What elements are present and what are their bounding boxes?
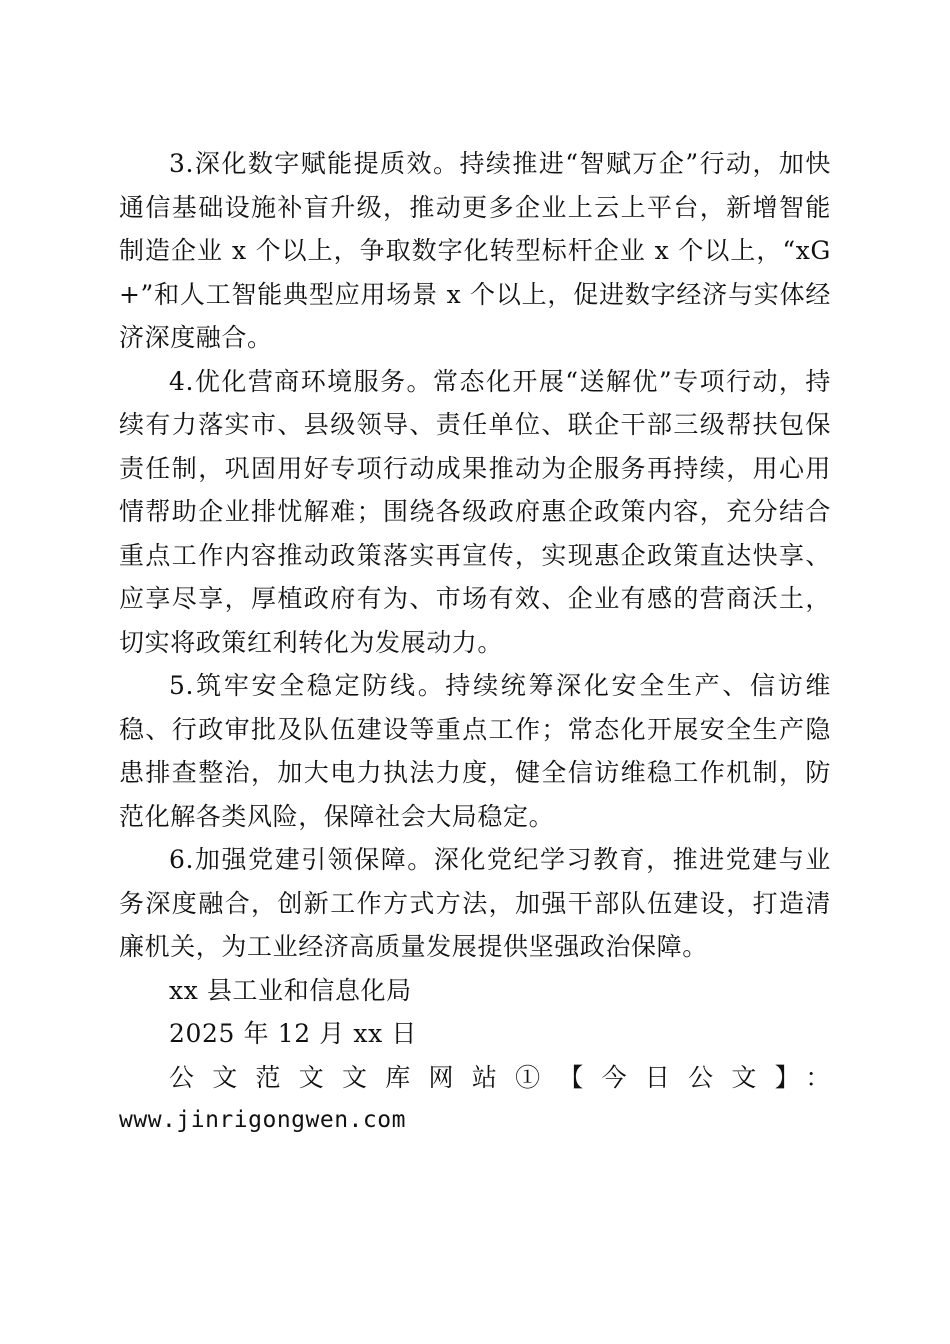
footer-url: www.jinrigongwen.com [119,1107,406,1133]
paragraph-business-environment: 4.优化营商环境服务。常态化开展“送解优”专项行动，持续有力落实市、县级领导、责任单位、联企干部三级帮扶包保责任制，巩固用好专项行动成果推动为企服务再持续，用心用情帮助企业排忧解难；围绕各级政府惠企政策内容，充分结合重点工作内容推动政策落实再宣传，实现惠企政策直达快享、应享尽享，厚植政府有为、市场有效、企业有感的营商沃土，切实将政策红利转化为发展动力。 [119,366,831,657]
paragraph-party-building: 6.加强党建引领保障。深化党纪学习教育，推进党建与业务深度融合，创新工作方式方法，加强干部队伍建设，打造清廉机关，为工业经济高质量发展提供坚强政治保障。 [119,845,831,961]
signature-organization: xx 县工业和信息化局 [169,975,412,1005]
document-body [119,142,831,1143]
footer-site-label: 公文范文文库网站①【今日公文】： [169,1062,831,1092]
paragraph-safety-stability: 5.筑牢安全稳定防线。持续统筹深化安全生产、信访维稳、行政审批及队伍建设等重点工作；常态化开展安全生产隐患排查整治，加大电力执法力度，健全信访维稳工作机制，防范化解各类风险，保障社会大局稳定。 [119,671,831,831]
paragraph-digital-empowerment: 3.深化数字赋能提质效。持续推进“智赋万企”行动，加快通信基础设施补盲升级，推动更多企业上云上平台，新增智能制造企业 x 个以上，争取数字化转型标杆企业 x 个以上，“xG+”和人工智能典型应用场景 x 个以上，促进数字经济与实体经济深度融合。 [119,149,831,352]
signature-date: 2025 年 12 月 xx 日 [169,1019,417,1048]
